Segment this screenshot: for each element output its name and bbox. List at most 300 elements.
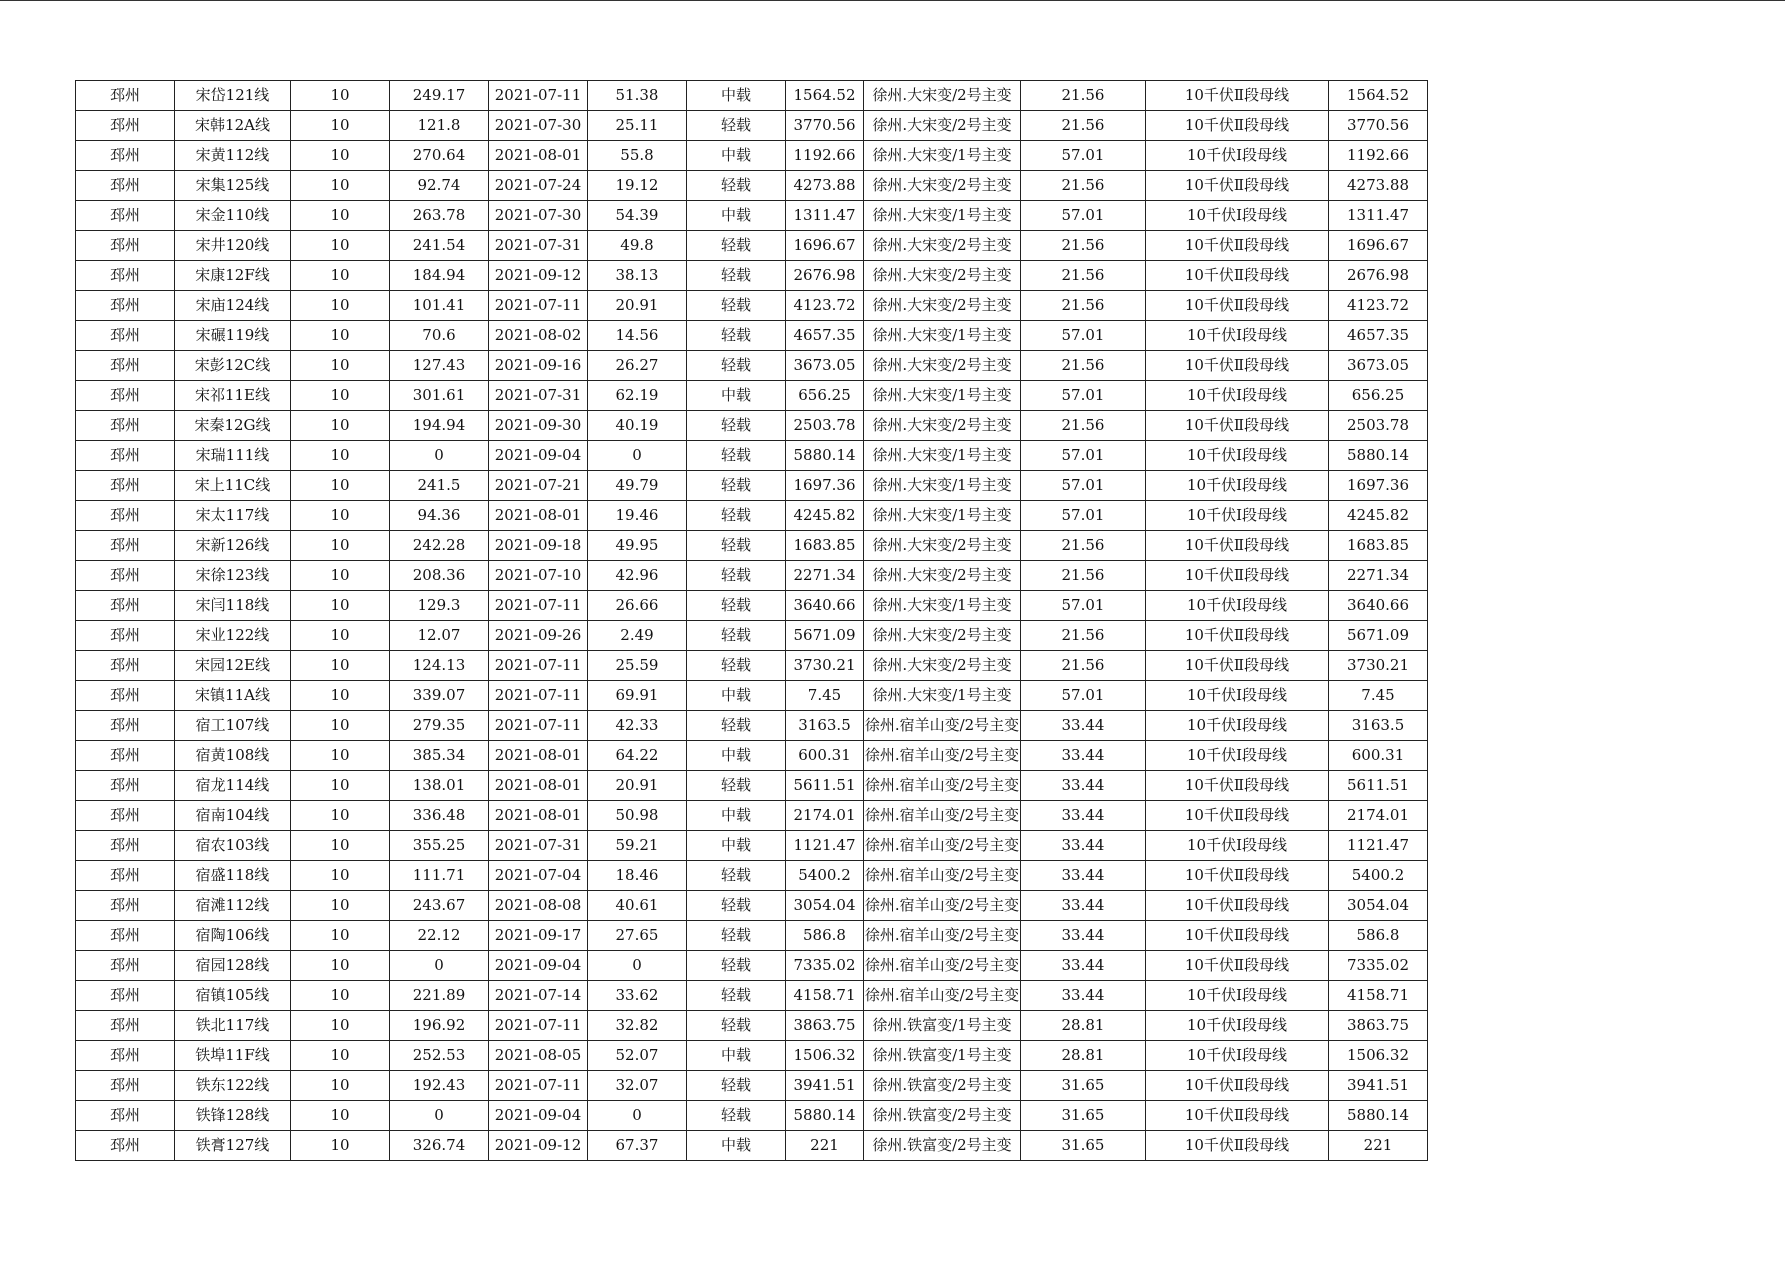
table-row: [76, 501, 1428, 531]
line-name-cell: 铁东122线: [175, 1071, 291, 1101]
table-row: [76, 441, 1428, 471]
available-capacity-cell: 4245.82: [786, 501, 864, 531]
line-name-cell: 宿园128线: [175, 951, 291, 981]
table-body: [76, 81, 1428, 1161]
load-rate-cell: 49.79: [588, 471, 687, 501]
date-cell: 2021-07-11: [489, 1011, 588, 1041]
transformer-rate-cell: 57.01: [1021, 201, 1146, 231]
date-cell: 2021-07-11: [489, 711, 588, 741]
region-cell: 邳州: [76, 1101, 175, 1131]
capacity-cell: 3163.5: [1329, 711, 1428, 741]
voltage-cell: 10: [291, 111, 390, 141]
region-cell: 邳州: [76, 1011, 175, 1041]
line-name-cell: 宋上11C线: [175, 471, 291, 501]
load-cell: 101.41: [390, 291, 489, 321]
substation-cell: 徐州.大宋变/2号主变: [864, 351, 1021, 381]
load-rate-cell: 32.07: [588, 1071, 687, 1101]
date-cell: 2021-08-01: [489, 801, 588, 831]
voltage-cell: 10: [291, 951, 390, 981]
table-row: [76, 831, 1428, 861]
voltage-cell: 10: [291, 831, 390, 861]
available-capacity-cell: 5611.51: [786, 771, 864, 801]
substation-cell: 徐州.大宋变/1号主变: [864, 321, 1021, 351]
load-rate-cell: 26.27: [588, 351, 687, 381]
available-capacity-cell: 3640.66: [786, 591, 864, 621]
load-rate-cell: 19.12: [588, 171, 687, 201]
load-status-cell: 轻载: [687, 951, 786, 981]
line-name-cell: 宋园12E线: [175, 651, 291, 681]
capacity-cell: 656.25: [1329, 381, 1428, 411]
line-name-cell: 宿农103线: [175, 831, 291, 861]
available-capacity-cell: 5880.14: [786, 1101, 864, 1131]
load-status-cell: 中载: [687, 201, 786, 231]
line-name-cell: 宋岱121线: [175, 81, 291, 111]
voltage-cell: 10: [291, 1071, 390, 1101]
load-cell: 241.5: [390, 471, 489, 501]
region-cell: 邳州: [76, 1041, 175, 1071]
table-row: [76, 1041, 1428, 1071]
busbar-cell: 10千伏Ⅱ段母线: [1146, 531, 1329, 561]
voltage-cell: 10: [291, 561, 390, 591]
busbar-cell: 10千伏Ⅱ段母线: [1146, 111, 1329, 141]
region-cell: 邳州: [76, 111, 175, 141]
voltage-cell: 10: [291, 411, 390, 441]
region-cell: 邳州: [76, 321, 175, 351]
substation-cell: 徐州.铁富变/2号主变: [864, 1131, 1021, 1161]
transformer-rate-cell: 31.65: [1021, 1131, 1146, 1161]
available-capacity-cell: 5880.14: [786, 441, 864, 471]
line-name-cell: 宋集125线: [175, 171, 291, 201]
table-row: [76, 1101, 1428, 1131]
line-name-cell: 宋黄112线: [175, 141, 291, 171]
voltage-cell: 10: [291, 1041, 390, 1071]
load-cell: 12.07: [390, 621, 489, 651]
date-cell: 2021-07-11: [489, 591, 588, 621]
load-rate-cell: 49.8: [588, 231, 687, 261]
load-status-cell: 轻载: [687, 351, 786, 381]
load-rate-cell: 42.96: [588, 561, 687, 591]
substation-cell: 徐州.宿羊山变/2号主变: [864, 951, 1021, 981]
load-cell: 129.3: [390, 591, 489, 621]
date-cell: 2021-07-30: [489, 111, 588, 141]
substation-cell: 徐州.大宋变/2号主变: [864, 231, 1021, 261]
region-cell: 邳州: [76, 861, 175, 891]
transformer-rate-cell: 21.56: [1021, 171, 1146, 201]
transformer-rate-cell: 57.01: [1021, 141, 1146, 171]
table-row: [76, 111, 1428, 141]
voltage-cell: 10: [291, 381, 390, 411]
table-row: [76, 891, 1428, 921]
date-cell: 2021-09-04: [489, 441, 588, 471]
date-cell: 2021-09-04: [489, 1101, 588, 1131]
voltage-cell: 10: [291, 921, 390, 951]
table-row: [76, 1131, 1428, 1161]
load-cell: 111.71: [390, 861, 489, 891]
busbar-cell: 10千伏Ⅱ段母线: [1146, 621, 1329, 651]
table-row: [76, 741, 1428, 771]
transformer-rate-cell: 33.44: [1021, 771, 1146, 801]
transformer-rate-cell: 21.56: [1021, 231, 1146, 261]
load-rate-cell: 33.62: [588, 981, 687, 1011]
voltage-cell: 10: [291, 591, 390, 621]
substation-cell: 徐州.宿羊山变/2号主变: [864, 801, 1021, 831]
substation-cell: 徐州.宿羊山变/2号主变: [864, 921, 1021, 951]
substation-cell: 徐州.大宋变/1号主变: [864, 381, 1021, 411]
line-name-cell: 铁锋128线: [175, 1101, 291, 1131]
available-capacity-cell: 1311.47: [786, 201, 864, 231]
capacity-cell: 1683.85: [1329, 531, 1428, 561]
voltage-cell: 10: [291, 351, 390, 381]
substation-cell: 徐州.铁富变/2号主变: [864, 1071, 1021, 1101]
line-name-cell: 宿黄108线: [175, 741, 291, 771]
line-name-cell: 宋金110线: [175, 201, 291, 231]
region-cell: 邳州: [76, 351, 175, 381]
date-cell: 2021-09-12: [489, 261, 588, 291]
busbar-cell: 10千伏Ⅰ段母线: [1146, 711, 1329, 741]
capacity-cell: 2174.01: [1329, 801, 1428, 831]
load-cell: 263.78: [390, 201, 489, 231]
table-row: [76, 951, 1428, 981]
load-cell: 124.13: [390, 651, 489, 681]
available-capacity-cell: 1696.67: [786, 231, 864, 261]
voltage-cell: 10: [291, 321, 390, 351]
load-cell: 326.74: [390, 1131, 489, 1161]
voltage-cell: 10: [291, 81, 390, 111]
data-table: [75, 80, 1428, 1161]
table-row: [76, 591, 1428, 621]
load-cell: 196.92: [390, 1011, 489, 1041]
line-name-cell: 铁膏127线: [175, 1131, 291, 1161]
load-cell: 184.94: [390, 261, 489, 291]
table-row: [76, 351, 1428, 381]
load-status-cell: 轻载: [687, 621, 786, 651]
line-name-cell: 宿南104线: [175, 801, 291, 831]
capacity-cell: 3673.05: [1329, 351, 1428, 381]
transformer-rate-cell: 21.56: [1021, 261, 1146, 291]
load-status-cell: 轻载: [687, 171, 786, 201]
available-capacity-cell: 3770.56: [786, 111, 864, 141]
load-status-cell: 轻载: [687, 981, 786, 1011]
voltage-cell: 10: [291, 171, 390, 201]
load-rate-cell: 52.07: [588, 1041, 687, 1071]
load-status-cell: 轻载: [687, 501, 786, 531]
load-rate-cell: 51.38: [588, 81, 687, 111]
load-status-cell: 轻载: [687, 921, 786, 951]
busbar-cell: 10千伏Ⅱ段母线: [1146, 231, 1329, 261]
transformer-rate-cell: 33.44: [1021, 861, 1146, 891]
substation-cell: 徐州.铁富变/1号主变: [864, 1011, 1021, 1041]
table-row: [76, 651, 1428, 681]
table-row: [76, 381, 1428, 411]
busbar-cell: 10千伏Ⅱ段母线: [1146, 261, 1329, 291]
substation-cell: 徐州.大宋变/2号主变: [864, 621, 1021, 651]
available-capacity-cell: 7.45: [786, 681, 864, 711]
load-status-cell: 轻载: [687, 771, 786, 801]
load-cell: 121.8: [390, 111, 489, 141]
voltage-cell: 10: [291, 1011, 390, 1041]
substation-cell: 徐州.大宋变/2号主变: [864, 291, 1021, 321]
capacity-cell: 2503.78: [1329, 411, 1428, 441]
load-rate-cell: 55.8: [588, 141, 687, 171]
substation-cell: 徐州.大宋变/1号主变: [864, 591, 1021, 621]
date-cell: 2021-09-30: [489, 411, 588, 441]
available-capacity-cell: 1564.52: [786, 81, 864, 111]
capacity-cell: 5880.14: [1329, 1101, 1428, 1131]
date-cell: 2021-07-31: [489, 231, 588, 261]
transformer-rate-cell: 57.01: [1021, 321, 1146, 351]
load-status-cell: 中载: [687, 1041, 786, 1071]
line-name-cell: 宿龙114线: [175, 771, 291, 801]
load-rate-cell: 42.33: [588, 711, 687, 741]
substation-cell: 徐州.大宋变/1号主变: [864, 441, 1021, 471]
busbar-cell: 10千伏Ⅱ段母线: [1146, 1131, 1329, 1161]
voltage-cell: 10: [291, 1131, 390, 1161]
busbar-cell: 10千伏Ⅰ段母线: [1146, 201, 1329, 231]
table-row: [76, 471, 1428, 501]
busbar-cell: 10千伏Ⅱ段母线: [1146, 411, 1329, 441]
load-status-cell: 轻载: [687, 1011, 786, 1041]
transformer-rate-cell: 21.56: [1021, 531, 1146, 561]
load-status-cell: 轻载: [687, 441, 786, 471]
capacity-cell: 3941.51: [1329, 1071, 1428, 1101]
load-cell: 94.36: [390, 501, 489, 531]
load-status-cell: 轻载: [687, 861, 786, 891]
substation-cell: 徐州.大宋变/1号主变: [864, 201, 1021, 231]
capacity-cell: 1506.32: [1329, 1041, 1428, 1071]
table-row: [76, 561, 1428, 591]
capacity-cell: 4123.72: [1329, 291, 1428, 321]
capacity-cell: 1696.67: [1329, 231, 1428, 261]
date-cell: 2021-09-18: [489, 531, 588, 561]
date-cell: 2021-09-16: [489, 351, 588, 381]
transformer-rate-cell: 33.44: [1021, 801, 1146, 831]
region-cell: 邳州: [76, 411, 175, 441]
line-name-cell: 宿滩112线: [175, 891, 291, 921]
busbar-cell: 10千伏Ⅱ段母线: [1146, 891, 1329, 921]
transformer-rate-cell: 57.01: [1021, 381, 1146, 411]
substation-cell: 徐州.大宋变/2号主变: [864, 261, 1021, 291]
substation-cell: 徐州.铁富变/1号主变: [864, 1041, 1021, 1071]
date-cell: 2021-07-11: [489, 291, 588, 321]
load-rate-cell: 25.59: [588, 651, 687, 681]
region-cell: 邳州: [76, 591, 175, 621]
load-cell: 192.43: [390, 1071, 489, 1101]
busbar-cell: 10千伏Ⅰ段母线: [1146, 381, 1329, 411]
table-row: [76, 201, 1428, 231]
available-capacity-cell: 1121.47: [786, 831, 864, 861]
table-row: [76, 981, 1428, 1011]
load-status-cell: 中载: [687, 741, 786, 771]
load-cell: 241.54: [390, 231, 489, 261]
voltage-cell: 10: [291, 891, 390, 921]
capacity-cell: 2271.34: [1329, 561, 1428, 591]
load-status-cell: 轻载: [687, 231, 786, 261]
transformer-rate-cell: 33.44: [1021, 981, 1146, 1011]
region-cell: 邳州: [76, 981, 175, 1011]
load-cell: 339.07: [390, 681, 489, 711]
transformer-rate-cell: 31.65: [1021, 1101, 1146, 1131]
available-capacity-cell: 586.8: [786, 921, 864, 951]
date-cell: 2021-08-08: [489, 891, 588, 921]
voltage-cell: 10: [291, 741, 390, 771]
capacity-cell: 4657.35: [1329, 321, 1428, 351]
date-cell: 2021-08-01: [489, 741, 588, 771]
load-status-cell: 轻载: [687, 471, 786, 501]
transformer-rate-cell: 57.01: [1021, 681, 1146, 711]
transformer-rate-cell: 21.56: [1021, 111, 1146, 141]
date-cell: 2021-07-14: [489, 981, 588, 1011]
capacity-cell: 1564.52: [1329, 81, 1428, 111]
load-rate-cell: 32.82: [588, 1011, 687, 1041]
table-row: [76, 411, 1428, 441]
busbar-cell: 10千伏Ⅰ段母线: [1146, 741, 1329, 771]
available-capacity-cell: 221: [786, 1131, 864, 1161]
voltage-cell: 10: [291, 141, 390, 171]
transformer-rate-cell: 21.56: [1021, 651, 1146, 681]
region-cell: 邳州: [76, 441, 175, 471]
line-name-cell: 宋新126线: [175, 531, 291, 561]
busbar-cell: 10千伏Ⅰ段母线: [1146, 1041, 1329, 1071]
load-rate-cell: 20.91: [588, 771, 687, 801]
load-status-cell: 轻载: [687, 411, 786, 441]
busbar-cell: 10千伏Ⅱ段母线: [1146, 771, 1329, 801]
voltage-cell: 10: [291, 201, 390, 231]
busbar-cell: 10千伏Ⅰ段母线: [1146, 981, 1329, 1011]
capacity-cell: 586.8: [1329, 921, 1428, 951]
busbar-cell: 10千伏Ⅱ段母线: [1146, 81, 1329, 111]
date-cell: 2021-07-30: [489, 201, 588, 231]
load-cell: 0: [390, 441, 489, 471]
load-status-cell: 轻载: [687, 891, 786, 921]
available-capacity-cell: 3941.51: [786, 1071, 864, 1101]
transformer-rate-cell: 57.01: [1021, 441, 1146, 471]
available-capacity-cell: 2174.01: [786, 801, 864, 831]
line-name-cell: 铁埠11F线: [175, 1041, 291, 1071]
load-cell: 0: [390, 1101, 489, 1131]
date-cell: 2021-07-31: [489, 831, 588, 861]
line-name-cell: 宿镇105线: [175, 981, 291, 1011]
region-cell: 邳州: [76, 531, 175, 561]
table-row: [76, 921, 1428, 951]
load-rate-cell: 64.22: [588, 741, 687, 771]
line-name-cell: 宿盛118线: [175, 861, 291, 891]
region-cell: 邳州: [76, 651, 175, 681]
transformer-rate-cell: 57.01: [1021, 471, 1146, 501]
date-cell: 2021-07-24: [489, 171, 588, 201]
region-cell: 邳州: [76, 201, 175, 231]
region-cell: 邳州: [76, 831, 175, 861]
substation-cell: 徐州.铁富变/2号主变: [864, 1101, 1021, 1131]
line-name-cell: 宋庙124线: [175, 291, 291, 321]
load-rate-cell: 0: [588, 951, 687, 981]
table-row: [76, 261, 1428, 291]
voltage-cell: 10: [291, 681, 390, 711]
transformer-rate-cell: 33.44: [1021, 951, 1146, 981]
load-rate-cell: 0: [588, 441, 687, 471]
load-status-cell: 中载: [687, 141, 786, 171]
substation-cell: 徐州.大宋变/2号主变: [864, 111, 1021, 141]
line-name-cell: 宋碾119线: [175, 321, 291, 351]
substation-cell: 徐州.宿羊山变/2号主变: [864, 771, 1021, 801]
substation-cell: 徐州.大宋变/2号主变: [864, 81, 1021, 111]
date-cell: 2021-07-11: [489, 681, 588, 711]
region-cell: 邳州: [76, 891, 175, 921]
voltage-cell: 10: [291, 621, 390, 651]
substation-cell: 徐州.宿羊山变/2号主变: [864, 981, 1021, 1011]
region-cell: 邳州: [76, 291, 175, 321]
capacity-cell: 3863.75: [1329, 1011, 1428, 1041]
capacity-cell: 3054.04: [1329, 891, 1428, 921]
table-row: [76, 531, 1428, 561]
busbar-cell: 10千伏Ⅱ段母线: [1146, 801, 1329, 831]
busbar-cell: 10千伏Ⅱ段母线: [1146, 921, 1329, 951]
substation-cell: 徐州.大宋变/2号主变: [864, 561, 1021, 591]
available-capacity-cell: 3054.04: [786, 891, 864, 921]
load-status-cell: 轻载: [687, 651, 786, 681]
voltage-cell: 10: [291, 861, 390, 891]
load-status-cell: 中载: [687, 681, 786, 711]
available-capacity-cell: 656.25: [786, 381, 864, 411]
region-cell: 邳州: [76, 951, 175, 981]
table-row: [76, 321, 1428, 351]
transformer-rate-cell: 28.81: [1021, 1011, 1146, 1041]
capacity-cell: 3770.56: [1329, 111, 1428, 141]
substation-cell: 徐州.大宋变/2号主变: [864, 411, 1021, 441]
date-cell: 2021-08-05: [489, 1041, 588, 1071]
region-cell: 邳州: [76, 171, 175, 201]
capacity-cell: 1311.47: [1329, 201, 1428, 231]
load-cell: 221.89: [390, 981, 489, 1011]
date-cell: 2021-07-11: [489, 651, 588, 681]
available-capacity-cell: 3673.05: [786, 351, 864, 381]
available-capacity-cell: 4123.72: [786, 291, 864, 321]
date-cell: 2021-07-10: [489, 561, 588, 591]
load-status-cell: 轻载: [687, 261, 786, 291]
busbar-cell: 10千伏Ⅰ段母线: [1146, 1011, 1329, 1041]
load-rate-cell: 20.91: [588, 291, 687, 321]
table-row: [76, 801, 1428, 831]
substation-cell: 徐州.大宋变/2号主变: [864, 531, 1021, 561]
load-rate-cell: 67.37: [588, 1131, 687, 1161]
load-status-cell: 轻载: [687, 291, 786, 321]
available-capacity-cell: 4158.71: [786, 981, 864, 1011]
available-capacity-cell: 1506.32: [786, 1041, 864, 1071]
line-name-cell: 宋闫118线: [175, 591, 291, 621]
load-rate-cell: 27.65: [588, 921, 687, 951]
substation-cell: 徐州.大宋变/1号主变: [864, 471, 1021, 501]
available-capacity-cell: 2676.98: [786, 261, 864, 291]
region-cell: 邳州: [76, 471, 175, 501]
region-cell: 邳州: [76, 771, 175, 801]
busbar-cell: 10千伏Ⅰ段母线: [1146, 681, 1329, 711]
load-rate-cell: 40.61: [588, 891, 687, 921]
substation-cell: 徐州.宿羊山变/2号主变: [864, 831, 1021, 861]
table-row: [76, 861, 1428, 891]
capacity-cell: 7335.02: [1329, 951, 1428, 981]
load-cell: 194.94: [390, 411, 489, 441]
transformer-rate-cell: 21.56: [1021, 351, 1146, 381]
load-status-cell: 轻载: [687, 1101, 786, 1131]
transformer-rate-cell: 33.44: [1021, 921, 1146, 951]
voltage-cell: 10: [291, 231, 390, 261]
load-status-cell: 中载: [687, 381, 786, 411]
region-cell: 邳州: [76, 561, 175, 591]
busbar-cell: 10千伏Ⅰ段母线: [1146, 501, 1329, 531]
load-cell: 301.61: [390, 381, 489, 411]
line-name-cell: 宋太117线: [175, 501, 291, 531]
line-name-cell: 宿陶106线: [175, 921, 291, 951]
load-cell: 243.67: [390, 891, 489, 921]
